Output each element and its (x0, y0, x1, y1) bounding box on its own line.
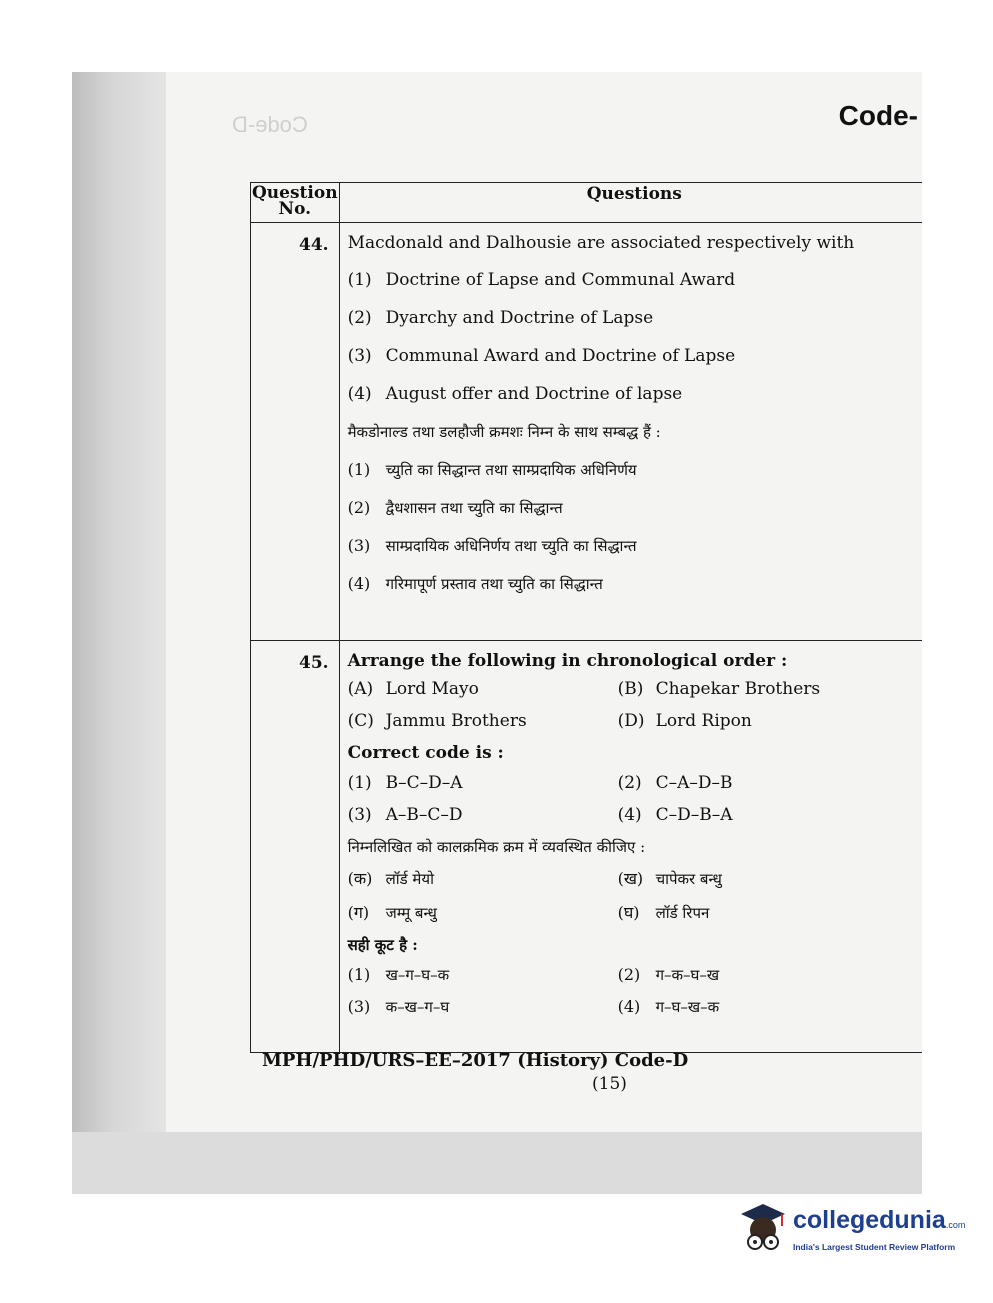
code-heading: Code- (838, 100, 918, 131)
question-row-44 (251, 223, 923, 641)
question-body (339, 641, 922, 1053)
bleed-through-text: Code-D (232, 112, 308, 137)
option-hi-1: (1) च्युति का सिद्धान्त तथा साम्प्रदायिक अधिनिर्णय (347, 460, 637, 479)
item-hi-kha: (ख) चापेकर बन्धु (617, 869, 722, 888)
items-en (348, 679, 922, 743)
brand-name: collegedunia.com (793, 1206, 966, 1234)
question-row-45 (251, 641, 923, 1053)
option-en-4: (4) August offer and Doctrine of lapse (347, 384, 683, 404)
codes-hi (348, 965, 922, 1029)
item-en-b: (B) Chapekar Brothers (617, 679, 821, 699)
page-fold-shadow (72, 72, 172, 1194)
question-number: 44. (251, 223, 340, 641)
code-hi-1: (1) ख–ग–घ–क (347, 965, 450, 984)
questions-table (250, 182, 922, 1053)
item-hi-gha: (घ) लॉर्ड रिपन (617, 903, 710, 922)
page-underside (72, 1132, 922, 1194)
correct-code-label-hi: सही कूट है : (347, 936, 418, 954)
mascot-icon (735, 1200, 789, 1258)
code-en-4: (4) C–D–B–A (617, 805, 733, 825)
exam-footer: MPH/PHD/URS–EE–2017 (History) Code-D (262, 1050, 689, 1071)
collegedunia-watermark (735, 1200, 965, 1260)
correct-code-label-en: Correct code is : (347, 743, 504, 763)
option-hi-4: (4) गरिमापूर्ण प्रस्ताव तथा च्युति का सिद्धान्त (347, 574, 603, 593)
code-hi-3: (3) क–ख–ग–घ (347, 997, 450, 1016)
question-text-en: Macdonald and Dalhousie are associated respectively with (347, 233, 855, 253)
item-en-a: (A) Lord Mayo (347, 679, 479, 699)
option-hi-2: (2) द्वैधशासन तथा च्युति का सिद्धान्त (347, 498, 563, 517)
brand-tagline: India's Largest Student Review Platform (793, 1242, 956, 1252)
item-hi-ka: (क) लॉर्ड मेयो (347, 869, 434, 888)
option-en-3: (3) Communal Award and Doctrine of Lapse (347, 346, 736, 366)
question-body (339, 223, 922, 641)
page-number: (15) (592, 1074, 627, 1094)
question-text-hi: मैकडोनाल्ड तथा डलहौजी क्रमशः निम्न के साथ सम्बद्ध हैं : (347, 423, 661, 441)
scanned-page (72, 72, 922, 1194)
table-header-row (251, 183, 923, 223)
items-hi (348, 867, 922, 935)
code-hi-4: (4) ग–घ–ख–क (617, 997, 720, 1016)
option-hi-3: (3) साम्प्रदायिक अधिनिर्णय तथा च्युति का सिद्धान्त (347, 536, 637, 555)
code-en-1: (1) B–C–D–A (347, 773, 463, 793)
question-no-header: Question No. (251, 183, 340, 223)
item-en-d: (D) Lord Ripon (617, 711, 752, 731)
option-en-2: (2) Dyarchy and Doctrine of Lapse (347, 308, 654, 328)
code-hi-2: (2) ग–क–घ–ख (617, 965, 720, 984)
questions-header: Questions (339, 183, 922, 223)
question-text-en: Arrange the following in chronological order : (347, 651, 788, 671)
code-en-3: (3) A–B–C–D (347, 805, 463, 825)
code-en-2: (2) C–A–D–B (617, 773, 733, 793)
codes-en (348, 773, 922, 837)
option-en-1: (1) Doctrine of Lapse and Communal Award (347, 270, 736, 290)
item-hi-ga: (ग) जम्मू बन्धु (347, 903, 437, 922)
item-en-c: (C) Jammu Brothers (347, 711, 527, 731)
question-number: 45. (251, 641, 340, 1053)
question-text-hi: निम्नलिखित को कालक्रमिक क्रम में व्यवस्थित कीजिए : (347, 838, 646, 856)
